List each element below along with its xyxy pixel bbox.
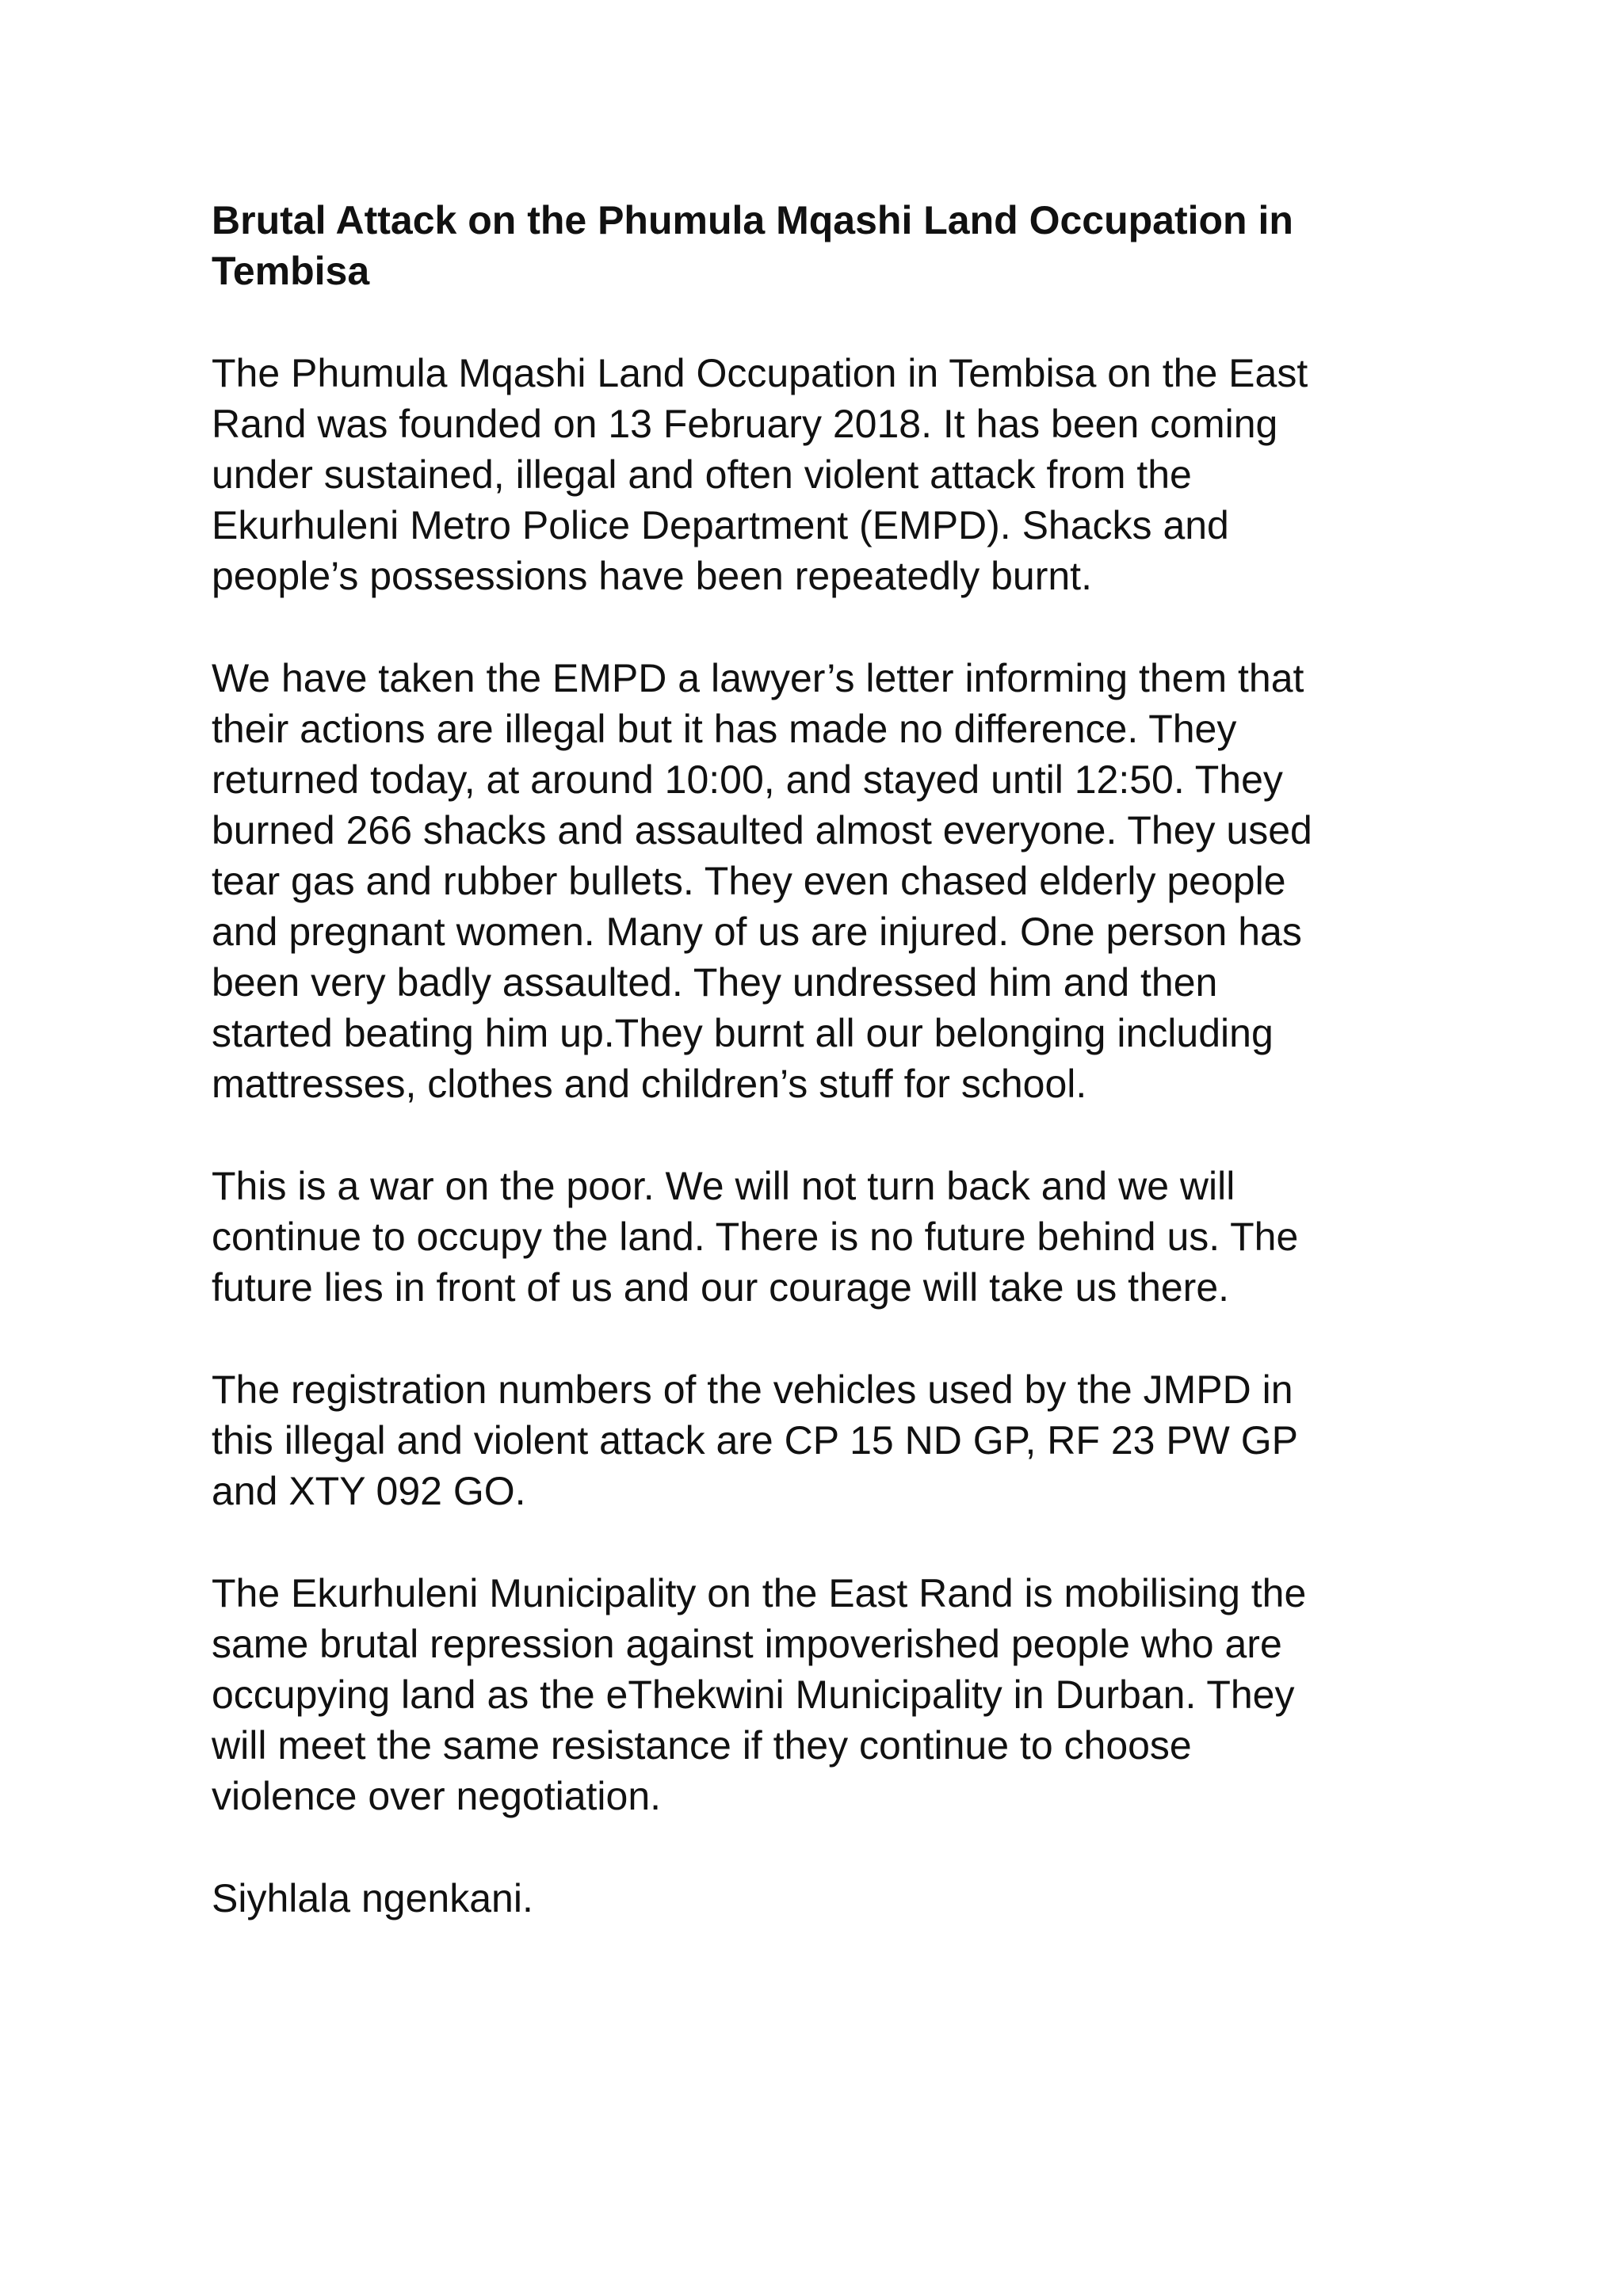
paragraph-gap: [212, 1516, 1448, 1568]
document-title: [212, 195, 1448, 296]
text-line: occupying land as the eThekwini Municipality in Durban. They: [212, 1672, 1295, 1717]
text-line: this illegal and violent attack are CP 15 ND GP, RF 23 PW GP: [212, 1418, 1298, 1463]
text-line: The Phumula Mqashi Land Occupation in Tembisa on the East: [212, 351, 1308, 395]
text-line: future lies in front of us and our courage will take us there.: [212, 1265, 1230, 1310]
text-line: Rand was founded on 13 February 2018. It has been coming: [212, 402, 1278, 446]
title-line: Brutal Attack on the Phumula Mqashi Land Occupation in: [212, 198, 1293, 242]
text-line: The Ekurhuleni Municipality on the East Rand is mobilising the: [212, 1571, 1307, 1615]
title-line: Tembisa: [212, 249, 370, 293]
text-line: their actions are illegal but it has made no difference. They: [212, 707, 1237, 751]
paragraph-gap: [212, 296, 1448, 348]
paragraph-gap: [212, 1313, 1448, 1364]
text-line: under sustained, illegal and often violent attack from the: [212, 452, 1192, 497]
paragraph-gap: [212, 1109, 1448, 1161]
text-line: mattresses, clothes and children’s stuff for school.: [212, 1062, 1087, 1106]
text-line: people’s possessions have been repeatedly burnt.: [212, 554, 1092, 598]
paragraph-gap: [212, 601, 1448, 653]
text-line: and XTY 092 GO.: [212, 1469, 526, 1513]
text-line: burned 266 shacks and assaulted almost everyone. They used: [212, 808, 1312, 852]
document-body: [212, 195, 1448, 1924]
paragraph-registration-numbers: [212, 1364, 1448, 1516]
text-line: We have taken the EMPD a lawyer’s letter informing them that: [212, 656, 1304, 700]
text-line: Ekurhuleni Metro Police Department (EMPD). Shacks and: [212, 503, 1229, 547]
text-line: This is a war on the poor. We will not turn back and we will: [212, 1164, 1235, 1208]
text-line: violence over negotiation.: [212, 1774, 662, 1818]
text-line: returned today, at around 10:00, and stayed until 12:50. They: [212, 757, 1283, 802]
text-line: same brutal repression against impoverished people who are: [212, 1622, 1282, 1666]
text-line: tear gas and rubber bullets. They even chased elderly people: [212, 859, 1286, 903]
text-line: been very badly assaulted. They undressed him and then: [212, 960, 1218, 1005]
paragraph-attack: [212, 653, 1448, 1109]
text-line: started beating him up.They burnt all our belonging including: [212, 1011, 1274, 1055]
paragraph-closing: [212, 1873, 1448, 1924]
text-line: and pregnant women. Many of us are injured. One person has: [212, 910, 1302, 954]
paragraph-war-on-poor: [212, 1161, 1448, 1313]
text-line: continue to occupy the land. There is no future behind us. The: [212, 1215, 1299, 1259]
paragraph-gap: [212, 1821, 1448, 1873]
text-line: will meet the same resistance if they continue to choose: [212, 1723, 1192, 1768]
paragraph-municipality: [212, 1568, 1448, 1821]
text-line: The registration numbers of the vehicles used by the JMPD in: [212, 1367, 1293, 1412]
text-line: Siyhlala ngenkani.: [212, 1876, 533, 1920]
paragraph-founding: [212, 348, 1448, 601]
